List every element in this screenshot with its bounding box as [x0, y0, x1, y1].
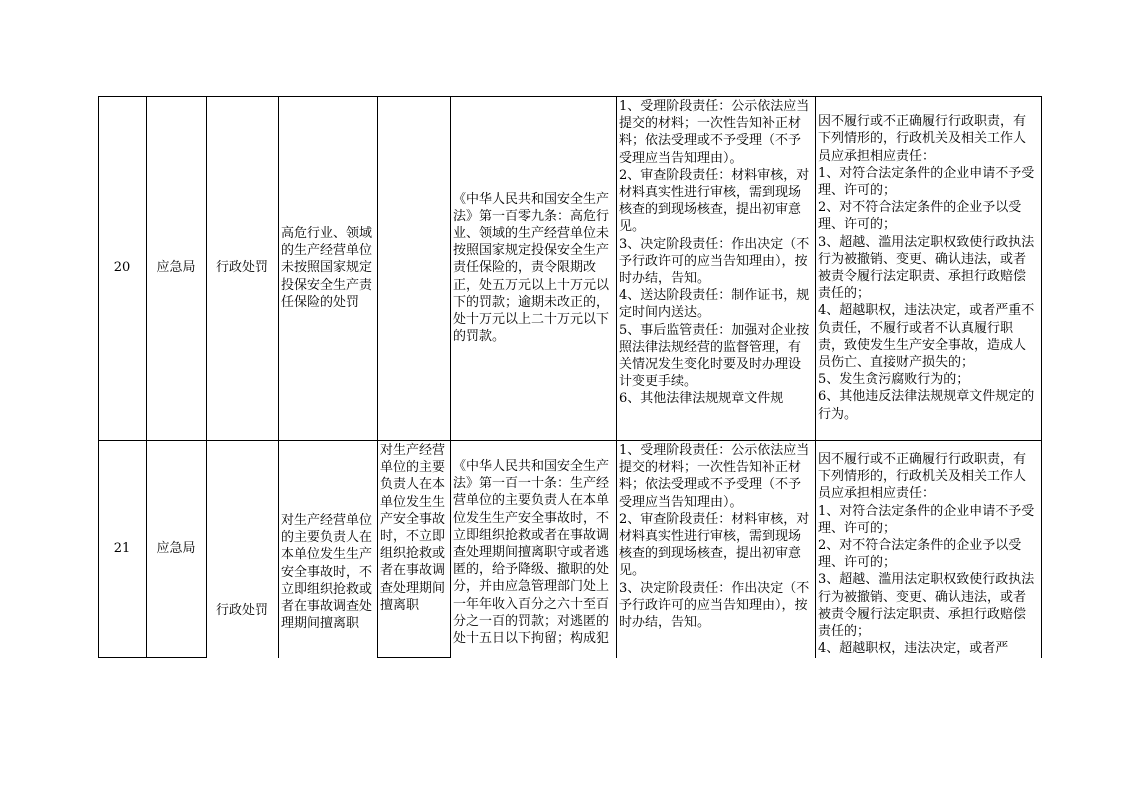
row-21-liability: 因不履行或不正确履行行政职责，有下列情形的，行政机关及相关工作人员应承担相应责任： 1、对符合法定条件的企业申请不予受理、许可的； 2、对不符合法定条件的企业予以受理、许可的； 3、超越、滥用法定职权致使行政执法行为被撤销、变更、确认违法，或者被责令履行法定职责、承担行政赔偿责任的； 4、超越职权，违法决定，或者严	[818, 452, 1035, 657]
col-line-2	[206, 96, 207, 658]
col-line-7	[815, 96, 816, 658]
row-21-item-name: 对生产经营单位的主要负责人在本单位发生生产安全事故时，不立即组织抢救或者在事故调查处理期间擅离职	[281, 513, 373, 632]
row-20-item-name	[278, 96, 377, 440]
row-21-sub-item: 对生产经营单位的主要负责人在本单位发生生产安全事故时，不立即组织抢救或者在事故调查处理期间擅离职	[380, 443, 446, 613]
row-divider	[98, 440, 1041, 441]
row-20-department: 应急局	[156, 260, 196, 276]
table-border-bottom-partial	[98, 657, 206, 658]
col-line-6	[616, 96, 617, 658]
cell-bottom-line	[377, 657, 450, 658]
row-21-legal-basis: 《中华人民共和国安全生产法》第一百一十条：生产经营单位的主要负责人在本单位发生生产安全事故时，不立即组织抢救或者在事故调查处理期间擅离职守或者逃匿的，给予降级、撤职的处分，并由应急管理部门处上一年年收入百分之六十至百分之一百的罚款；对逃匿的处十五日以下拘留；构成犯	[453, 459, 610, 647]
row-21-number: 21	[113, 541, 131, 557]
row-20-legal-basis	[450, 96, 616, 440]
row-20-duty: 1、受理阶段责任：公示依法应当提交的材料；一次性告知补正材料；依法受理或不予受理（不予受理应当告知理由）。 2、审查阶段责任：材料审核，对材料真实性进行审核，需到现场核查的到现场核查，提出初审意见。 3、决定阶段责任：作出决定（不予行政许可的应当告知理由），按时办结，告知。 4、送达阶段责任：制作证书，规定时间内送达。 5、事后监管责任：加强对企业按照法律法规经营的监督管理，有关情况发生变化时要及时办理设计变更手续。 6、其他法律法规规章文件规	[619, 99, 810, 407]
row-21-duty: 1、受理阶段责任：公示依法应当提交的材料；一次性告知补正材料；依法受理或不予受理（不予受理应当告知理由）。 2、审查阶段责任：材料审核，对材料真实性进行审核，需到现场核查的到现场核查，提出初审意见。 3、决定阶段责任：作出决定（不予行政许可的应当告知理由），按时办结，告知。	[619, 443, 810, 631]
row-21-department: 应急局	[156, 541, 196, 557]
col-line-1	[146, 96, 147, 658]
row-20-number: 20	[113, 260, 131, 276]
row-20-legal-basis-text: 《中华人民共和国安全生产法》第一百零九条：高危行业、领域的生产经营单位未按照国家规定投保安全生产责任保险的，责令限期改正，处五万元以上十万元以下的罚款；逾期未改正的，处十万元以上二十万元以下的罚款。	[453, 191, 610, 345]
col-line-8	[1041, 96, 1042, 658]
col-line-0	[98, 96, 99, 658]
row-20-sub-item	[377, 96, 450, 440]
row-20-item-text: 高危行业、领域的生产经营单位未按照国家规定投保安全生产责任保险的处罚	[281, 225, 373, 310]
row-20-type: 行政处罚	[215, 260, 268, 276]
col-line-5	[450, 96, 451, 658]
row-21-type: 行政处罚	[215, 603, 268, 618]
col-line-4	[377, 96, 378, 658]
table-border-top	[98, 96, 1041, 97]
row-20-liability	[815, 96, 1041, 440]
row-20-liability-text: 因不履行或不正确履行行政职责，有下列情形的，行政机关及相关工作人员应承担相应责任： 1、对符合法定条件的企业申请不予受理、许可的； 2、对不符合法定条件的企业予以受理、许可的； 3、超越、滥用法定职权致使行政执法行为被撤销、变更、确认违法，或者被责令履行法定职责、承担行政赔偿责任的； 4、超越职权，违法决定，或者严重不负责任，不履行或者不认真履行职责，致使发生生产安全事故，造成人员伤亡、直接财产损失的； 5、发生贪污腐败行为的； 6、其他违反法律法规规章文件规定的行为。	[818, 114, 1035, 422]
col-line-3	[278, 96, 279, 658]
